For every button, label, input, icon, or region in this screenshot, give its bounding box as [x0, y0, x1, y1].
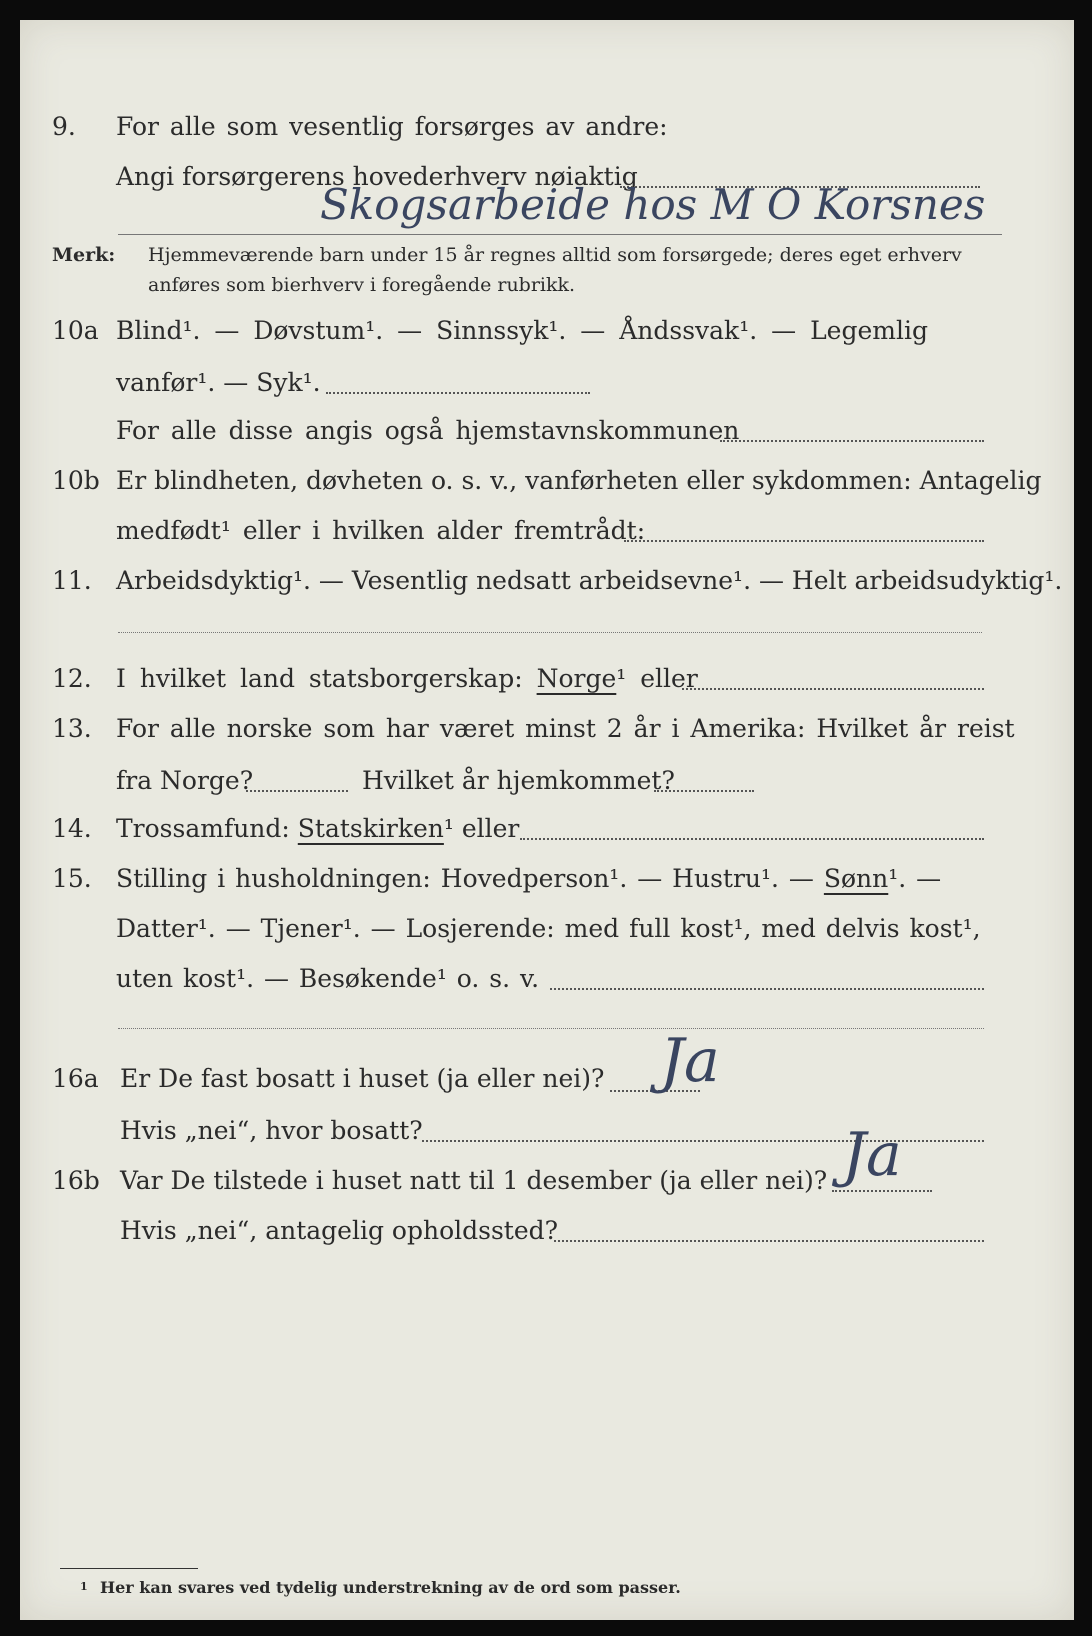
q16b-dotted-line: [832, 1190, 932, 1192]
q9-answer-rule: [118, 234, 1002, 235]
merk-label: Merk:: [52, 244, 116, 266]
q15-underlined-answer: Sønn: [823, 864, 889, 893]
footnote-text: Her kan svares ved tydelig understrekning av de ord som passer.: [100, 1578, 681, 1597]
q10a-hjemstavn-dotted-line: [720, 440, 984, 442]
q15-answer-rule: [118, 1028, 984, 1029]
q10b-dotted-line: [624, 540, 984, 542]
q15-line1-pre: Stilling i husholdningen: Hovedperson¹. — Hustru¹. —: [116, 864, 814, 893]
q16b-line2: Hvis „nei“, antagelig opholdssted?: [120, 1216, 559, 1245]
footnote-rule: [60, 1568, 198, 1569]
q15-number: 15.: [52, 864, 92, 893]
q16a-number: 16a: [52, 1064, 99, 1093]
q12-number: 12.: [52, 664, 92, 693]
merk-line1: Hjemmeværende barn under 15 år regnes alltid som forsørgede; deres eget erhverv: [148, 244, 962, 266]
q14-number: 14.: [52, 814, 92, 843]
q15-line2: Datter¹. — Tjener¹. — Losjerende: med full kost¹, med delvis kost¹,: [116, 914, 981, 943]
footnote: [80, 1578, 681, 1597]
q13-hjemkommet-dotted-line: [654, 790, 754, 792]
q9-number: 9.: [52, 112, 76, 141]
q11-answer-rule: [118, 632, 982, 633]
q16a-line1: Er De fast bosatt i huset (ja eller nei)?: [120, 1064, 605, 1093]
q14-underlined-answer: Statskirken: [297, 814, 444, 843]
q10a-line2: vanfør¹. — Syk¹.: [116, 368, 321, 397]
footnote-mark: 1: [80, 1580, 88, 1593]
q12-dotted-line: [682, 688, 984, 690]
q11-line1: Arbeidsdyktig¹. — Vesentlig nedsatt arbeidsevne¹. — Helt arbeidsudyktig¹.: [116, 566, 1063, 595]
q10a-line3: For alle disse angis også hjemstavnskommunen: [116, 416, 740, 445]
q16b-opholdssted-dotted-line: [554, 1240, 984, 1242]
q16b-handwritten-answer: Ja: [842, 1120, 902, 1190]
q10b-line2: medfødt¹ eller i hvilken alder fremtrådt:: [116, 516, 646, 545]
q13-line2a: fra Norge?: [116, 766, 254, 795]
q9-line1: For alle som vesentlig forsørges av andre:: [116, 112, 668, 141]
q14-question: Trossamfund:: [116, 814, 290, 843]
merk-line2: anføres som bierhverv i foregående rubrikk.: [148, 274, 576, 296]
q11-number: 11.: [52, 566, 92, 595]
q9-handwritten-answer: Skogsarbeide hos M O Korsnes: [320, 180, 986, 229]
q10a-line1: Blind¹. — Døvstum¹. — Sinnssyk¹. — Åndssvak¹. — Legemlig: [116, 316, 928, 345]
q13-number: 13.: [52, 714, 92, 743]
q12-question: I hvilket land statsborgerskap:: [116, 664, 523, 693]
q14-dotted-line: [520, 838, 984, 840]
q15-dotted-line: [550, 988, 984, 990]
q13-line2b: Hvilket år hjemkommet?: [362, 766, 675, 795]
q16b-line1: Var De tilstede i huset natt til 1 desember (ja eller nei)?: [120, 1166, 828, 1195]
q12-eller: ¹ eller: [616, 664, 698, 693]
q10b-line1: Er blindheten, døvheten o. s. v., vanførheten eller sykdommen: Antagelig: [116, 466, 1042, 495]
q16b-number: 16b: [52, 1166, 100, 1195]
census-form-page: [20, 20, 1074, 1620]
q10a-number: 10a: [52, 316, 99, 345]
q10b-number: 10b: [52, 466, 100, 495]
q16a-line2: Hvis „nei“, hvor bosatt?: [120, 1116, 423, 1145]
q12-underlined-answer: Norge: [536, 664, 617, 693]
q10a-dotted-line: [326, 392, 590, 394]
q14-eller: ¹ eller: [443, 814, 520, 843]
q13-reist-dotted-line: [246, 790, 348, 792]
q15-line3: uten kost¹. — Besøkende¹ o. s. v.: [116, 964, 540, 993]
q13-line1: For alle norske som har været minst 2 år i Amerika: Hvilket år reist: [116, 714, 1015, 743]
q9-line2: Angi forsørgerens hovederhverv nøiaktig: [116, 162, 638, 191]
q15-line1-post: ¹. —: [888, 864, 942, 893]
q16a-handwritten-answer: Ja: [660, 1026, 720, 1096]
